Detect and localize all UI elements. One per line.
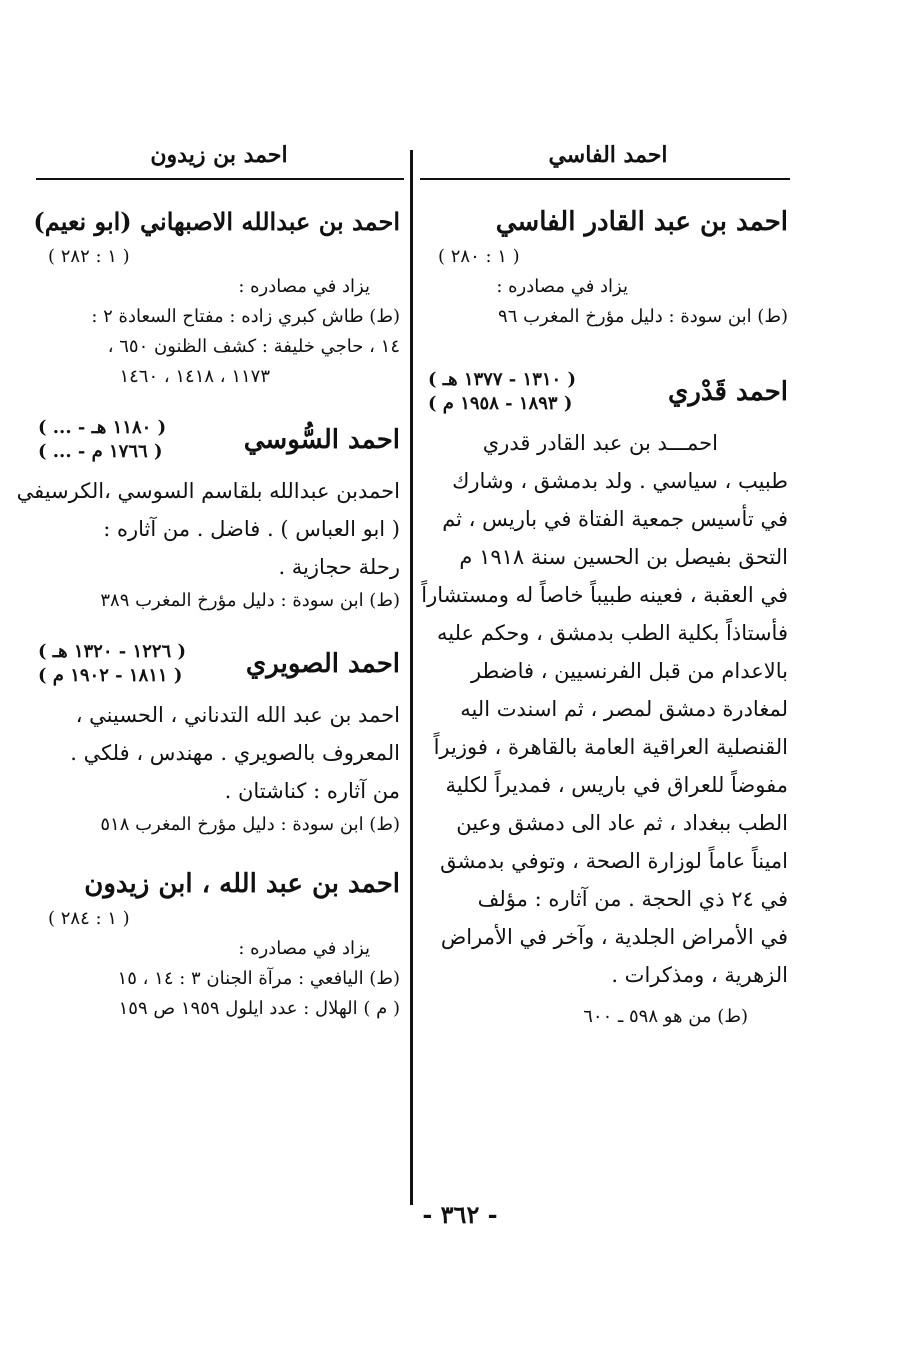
source-line: ( م ) الهلال : عدد ايلول ١٩٥٩ ص ١٥٩ xyxy=(118,998,400,1019)
body-line: بالاعدام من قبل الفرنسيين ، فاضطر xyxy=(470,659,788,683)
column-divider xyxy=(410,150,413,1205)
entry-name: احمد قَدْري xyxy=(667,377,788,407)
entry-heading-ahmad-qadri xyxy=(428,368,788,416)
source-line: (ط) ابن سودة : دليل مؤرخ المغرب ٥١٨ xyxy=(100,814,400,835)
header-rule-left xyxy=(36,178,404,180)
entry-title-abu-nuaym: احمد بن عبدالله الاصبهاني (ابو نعيم) xyxy=(33,207,400,236)
body-line: الطب ببغداد ، ثم عاد الى دمشق وعين xyxy=(456,811,788,835)
body-line: التحق بفيصل بن الحسين سنة ١٩١٨ م xyxy=(459,545,788,569)
entry-title-ahmad-alfasi: احمد بن عبد القادر الفاسي xyxy=(495,207,788,237)
body-line: الزهرية ، ومذكرات . xyxy=(611,963,788,987)
body-line: اميناً عاماً لوزارة الصحة ، وتوفي بدمشق xyxy=(440,849,788,873)
entry-dates xyxy=(38,640,186,688)
entry-heading-ahmad-alsuwayri xyxy=(38,640,400,688)
entry-name: احمد السُّوسي xyxy=(243,425,400,455)
source-line: ١١٧٣ ، ١٤١٨ ، ١٤٦٠ xyxy=(119,366,270,387)
date-gregorian: ( ... - ١٧٦٦ م ) xyxy=(38,441,163,462)
entry-name: احمد الصويري xyxy=(245,649,400,679)
source-line: ١٤ ، حاجي خليفة : كشف الظنون ٦٥٠ ، xyxy=(107,336,400,357)
entry-heading-ahmad-alsusi xyxy=(38,416,400,464)
source-line: (ط) ابن سودة : دليل مؤرخ المغرب ٣٨٩ xyxy=(100,590,400,611)
entry-title-ibn-zaydun: احمد بن عبد الله ، ابن زيدون xyxy=(84,869,400,899)
body-line: في الأمراض الجلدية ، وآخر في الأمراض xyxy=(440,925,788,949)
date-hijri: ( ... - ١١٨٠ هـ ) xyxy=(38,417,167,438)
source-line: (ط) طاش كبري زاده : مفتاح السعادة ٢ : xyxy=(91,306,400,327)
body-line: في تأسيس جمعية الفتاة في باريس ، ثم xyxy=(442,507,788,531)
body-line: طبيب ، سياسي . ولد بدمشق ، وشارك xyxy=(452,469,788,493)
left-running-head: احمد بن زيدون xyxy=(150,142,288,168)
body-line: احمد بن عبد الله التدناني ، الحسيني ، xyxy=(75,703,400,727)
volume-reference: ( ١ : ٢٨٢ ) xyxy=(48,246,130,267)
body-line: من آثاره : كناشتان . xyxy=(224,779,400,803)
body-line: رحلة حجازية . xyxy=(278,555,400,579)
date-gregorian: ( ١٨٩٣ - ١٩٥٨ م ) xyxy=(428,393,573,414)
body-line: احمدبن عبدالله بلقاسم السوسي ،الكرسيفي xyxy=(16,479,400,503)
header-rule-right xyxy=(420,178,790,180)
source-line: (ط) ابن سودة : دليل مؤرخ المغرب ٩٦ xyxy=(498,306,788,327)
body-line: مفوضاً للعراق في باريس ، فمديراً لكلية xyxy=(445,773,788,797)
sources-label: يزاد في مصادره : xyxy=(238,938,370,959)
date-hijri: ( ١٢٢٦ - ١٣٢٠ هـ ) xyxy=(38,641,186,662)
right-running-head: احمد الفاسي xyxy=(548,142,668,168)
right-column xyxy=(421,140,788,1032)
body-line: ( ابو العباس ) . فاضل . من آثاره : xyxy=(103,517,400,541)
body-line: لمغادرة دمشق لمصر ، ثم اسندت اليه xyxy=(460,697,788,721)
body-line: المعروف بالصويري . مهندس ، فلكي . xyxy=(70,741,400,765)
left-column xyxy=(16,140,400,1024)
sources-label: يزاد في مصادره : xyxy=(496,276,628,297)
volume-reference: ( ١ : ٢٨٠ ) xyxy=(438,246,520,267)
volume-reference: ( ١ : ٢٨٤ ) xyxy=(48,908,130,929)
date-gregorian: ( ١٨١١ - ١٩٠٢ م ) xyxy=(38,665,183,686)
date-hijri: ( ١٣١٠ - ١٣٧٧ هـ ) xyxy=(428,369,576,390)
entry-dates xyxy=(38,416,166,464)
source-line: (ط) من هو ٥٩٨ ـ ٦٠٠ xyxy=(583,1006,748,1027)
source-line: (ط) اليافعي : مرآة الجنان ٣ : ١٤ ، ١٥ xyxy=(117,968,400,989)
body-line: القنصلية العراقية العامة بالقاهرة ، فوزيراً xyxy=(433,735,788,759)
body-line: احمـــد بن عبد القادر قدري xyxy=(482,431,718,455)
body-line: في العقبة ، فعينه طبيباً خاصاً له ومستشاراً xyxy=(421,583,788,607)
body-line: فأستاذاً بكلية الطب بدمشق ، وحكم عليه xyxy=(437,621,788,645)
entry-body xyxy=(421,424,788,994)
body-line: في ٢٤ ذي الحجة . من آثاره : مؤلف xyxy=(477,887,788,911)
page-number: - ٣٦٢ - xyxy=(422,1200,498,1229)
sources-label: يزاد في مصادره : xyxy=(238,276,370,297)
entry-dates xyxy=(428,368,576,416)
